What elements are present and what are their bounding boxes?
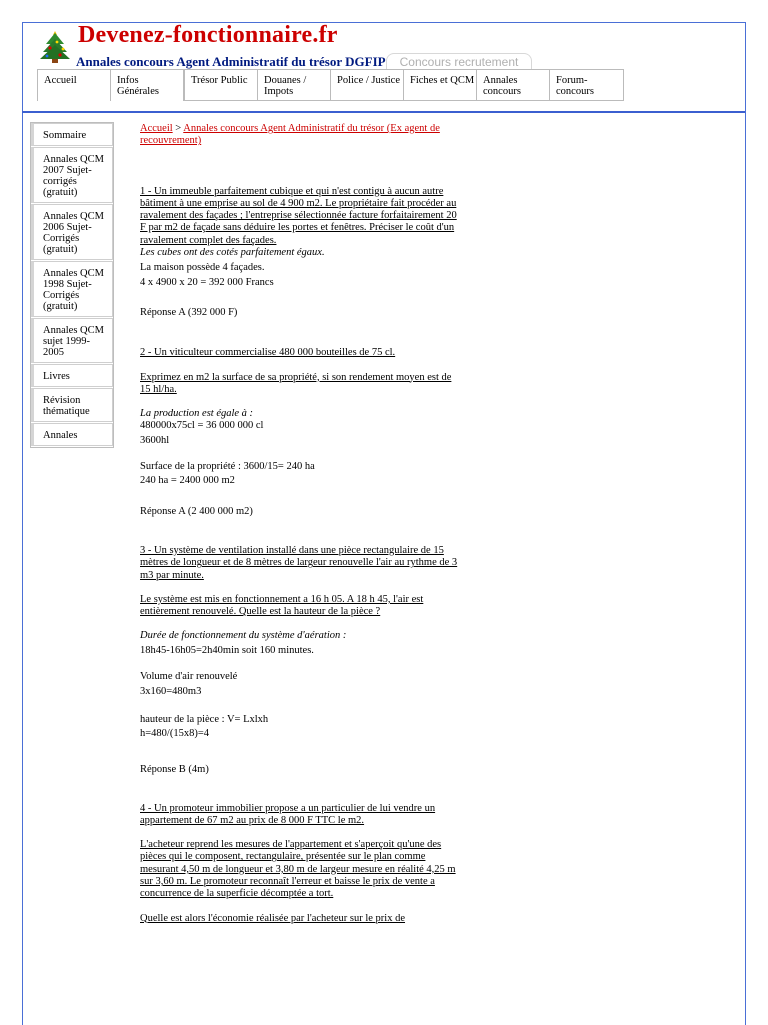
nav-item-infos-generales[interactable]: Infos Générales <box>110 69 184 101</box>
q2-line-4: 240 ha = 2400 000 m2 <box>140 475 235 487</box>
site-title-link[interactable]: Devenez-fonctionnaire.fr <box>78 22 338 48</box>
sidebar-item-annales[interactable]: Annales <box>31 423 113 446</box>
q2-line-2: 3600hl <box>140 434 170 446</box>
sidebar-item-annales-qcm-2006[interactable]: Annales QCM 2006 Sujet-Corrigés (gratuit) <box>31 204 113 260</box>
breadcrumb-current-link[interactable]: Annales concours Agent Administratif du trésor (Ex agent de recouvrement) <box>140 123 440 147</box>
question-3: 3 - Un système de ventilation installé dans une pièce rectangulaire de 15 mètres de longueur et de 8 mètres de largeur renouvelle l'air au rythme de 3 m3 par minute. <box>140 544 458 581</box>
question-4-prompt: Quelle est alors l'économie réalisée par l'acheteur sur le prix de <box>140 912 406 924</box>
breadcrumb-home-link[interactable]: Accueil <box>140 123 173 134</box>
nav-item-douanes-impots[interactable]: Douanes / Impots <box>257 69 331 101</box>
nav-item-annales-concours[interactable]: Annales concours <box>476 69 550 101</box>
q1-answer: Réponse A (392 000 F) <box>140 306 238 318</box>
q3-hint: Durée de fonctionnement du système d'aération : <box>140 630 347 642</box>
question-1: 1 - Un immeuble parfaitement cubique et qui n'est contigu à aucun autre bâtiment à une emprise au sol de 4 900 m2. Le propriétaire fait procéder au ravalement des façades ; l'entreprise sélectionnée facture forfaitairement 20 F par m2 de façade sans déduire les portes et fenêtres. Préciser le coût d'un ravalement complet des façades. <box>140 185 457 246</box>
question-4-detail: L'acheteur reprend les mesures de l'appartement et s'aperçoit qu'une des pièces qui le composent, rectangulaire, présentée sur le plan comme mesurant 4,50 m de longueur et 3,80 m de largeur mesure en réalité 4,25 m sur 3,60 m. Le promoteur reconnaît l'erreur et baisse le prix de vente a concurrence de la superficie décomptée a tort. <box>140 839 456 900</box>
q2-answer: Réponse A (2 400 000 m2) <box>140 505 253 517</box>
q3-line-2: Volume d'air renouvelé <box>140 671 238 683</box>
sidebar <box>30 122 114 448</box>
q2-hint: La production est égale à : <box>140 408 254 420</box>
q3-line-5: h=480/(15x8)=4 <box>140 727 210 739</box>
question-3-detail: Le système est mis en fonctionnement a 16 h 05. A 18 h 45, l'air est entièrement renouvelé. Quelle est la hauteur de la pièce ? <box>140 593 424 618</box>
nav-item-accueil[interactable]: Accueil <box>37 69 111 101</box>
breadcrumb-separator: > <box>172 123 184 134</box>
sidebar-item-sommaire[interactable]: Sommaire <box>31 123 113 146</box>
q1-line-1: La maison possède 4 façades. <box>140 262 265 274</box>
header-divider <box>22 111 745 113</box>
recruit-tab[interactable]: Concours recrutement <box>386 53 532 70</box>
question-2: 2 - Un viticulteur commercialise 480 000 bouteilles de 75 cl. <box>140 347 396 359</box>
question-4: 4 - Un promoteur immobilier propose a un particulier de lui vendre un appartement de 67 m2 au prix de 8 000 F TTC le m2. <box>140 802 436 826</box>
breadcrumb <box>140 123 458 148</box>
main-content <box>140 123 458 925</box>
q3-line-1: 18h45-16h05=2h40min soit 160 minutes. <box>140 644 314 656</box>
sidebar-item-annales-qcm-1998[interactable]: Annales QCM 1998 Sujet-Corrigés (gratuit) <box>31 261 113 317</box>
site-subtitle: Annales concours Agent Administratif du trésor DGFIP <box>76 54 386 69</box>
sidebar-item-annales-qcm-2007[interactable]: Annales QCM 2007 Sujet-corrigés (gratuit) <box>31 147 113 203</box>
sidebar-item-revision-thematique[interactable]: Révision thématique <box>31 388 113 422</box>
q2-line-3: Surface de la propriété : 3600/15= 240 ha <box>140 461 315 473</box>
question-2-detail: Exprimez en m2 la surface de sa propriété, si son rendement moyen est de 15 hl/ha. <box>140 371 452 395</box>
sidebar-item-annales-qcm-1999-2005[interactable]: Annales QCM sujet 1999-2005 <box>31 318 113 363</box>
q1-hint: Les cubes ont des cotés parfaitement égaux. <box>140 247 325 259</box>
q1-line-2: 4 x 4900 x 20 = 392 000 Francs <box>140 276 274 288</box>
nav-item-tresor-public[interactable]: Trésor Public <box>184 69 258 101</box>
q3-line-3: 3x160=480m3 <box>140 686 202 698</box>
nav-item-police-justice[interactable]: Police / Justice <box>330 69 404 101</box>
q2-line-1: 480000x75cl = 36 000 000 cl <box>140 420 264 432</box>
sidebar-item-livres[interactable]: Livres <box>31 364 113 387</box>
q3-answer: Réponse B (4m) <box>140 764 209 776</box>
nav-item-forum-concours[interactable]: Forum- concours <box>549 69 624 101</box>
nav-item-fiches-qcm[interactable]: Fiches et QCM <box>403 69 477 101</box>
q3-line-4: hauteur de la pièce : V= Lxlxh <box>140 713 269 725</box>
christmas-tree-icon <box>38 28 72 64</box>
